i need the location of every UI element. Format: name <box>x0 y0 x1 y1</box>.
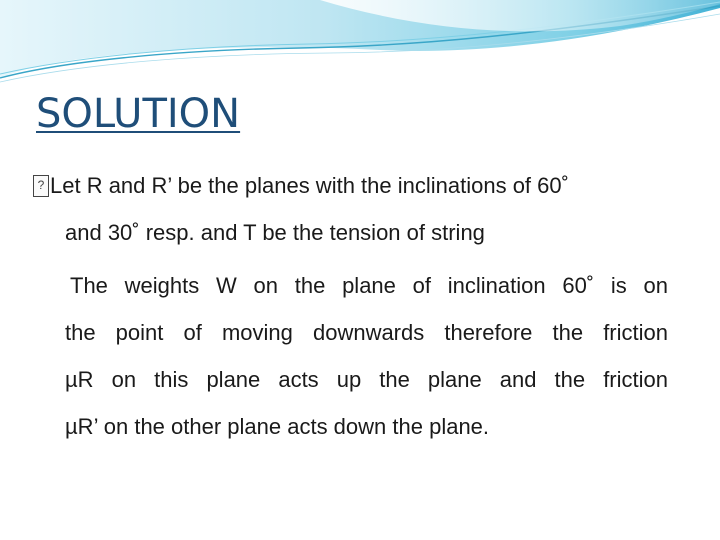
missing-glyph-icon: ? <box>33 175 49 197</box>
paragraph2-line3: µR on this plane acts up the plane and the friction <box>65 367 668 392</box>
paragraph1-line1: Let R and R’ be the planes with the inclinations of 60˚ <box>50 173 569 198</box>
paragraph1-line2: and 30˚ resp. and T be the tension of string <box>65 220 485 245</box>
paragraph2-line4: µR’ on the other plane acts down the plane. <box>65 414 490 439</box>
slide-title: SOLUTION <box>36 91 241 137</box>
header-wave-decoration <box>0 0 720 90</box>
paragraph2-line2: the point of moving downwards therefore the friction <box>65 320 668 345</box>
paragraph2-line1: The weights W on the plane of inclination 60˚ is on <box>70 273 668 298</box>
